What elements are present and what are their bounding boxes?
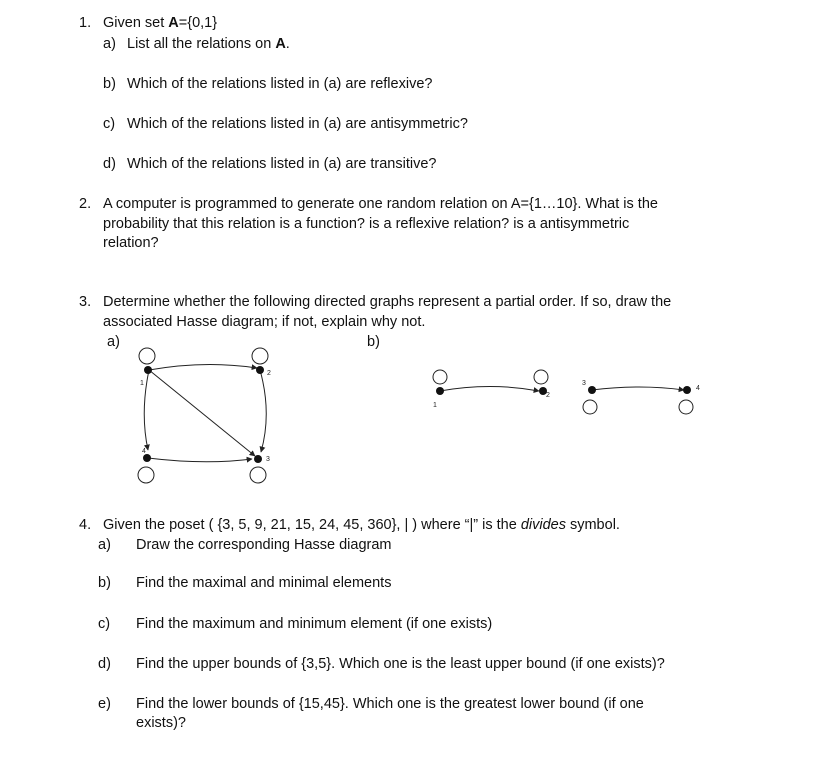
question-1-number: 1. xyxy=(79,15,92,31)
question-4-number: 4. xyxy=(79,517,92,533)
question-1a-label: a) xyxy=(103,36,116,52)
graph-b-label-4: 4 xyxy=(696,385,700,392)
question-1b-label: b) xyxy=(103,76,116,92)
question-4c-label: c) xyxy=(98,616,111,632)
graph-b-edge-1-2 xyxy=(440,387,539,392)
graph-b-label: b) xyxy=(367,334,380,350)
question-2-line: relation? xyxy=(103,235,159,251)
graph-b-label-2: 2 xyxy=(546,392,550,399)
question-3-line: associated Hasse diagram; if not, explain why not. xyxy=(103,314,426,330)
graph-b-label-1: 1 xyxy=(433,402,437,409)
graph-b-loop-3 xyxy=(583,400,597,414)
question-4e-text: Find the lower bounds of {15,45}. Which one is the greatest lower bound (if one xyxy=(136,696,644,712)
question-1-set-name: A xyxy=(168,15,179,31)
graph-a-node-3 xyxy=(254,455,262,463)
graph-a-loop-4 xyxy=(138,467,154,483)
graph-a-label: a) xyxy=(107,334,120,350)
graph-b-node-4 xyxy=(683,386,691,394)
question-3-number: 3. xyxy=(79,294,92,310)
question-1a-suffix: . xyxy=(285,36,290,52)
question-4-stem-suffix: symbol. xyxy=(565,517,620,533)
graph-a-loop-2 xyxy=(252,348,268,364)
question-1-stem-prefix: Given set xyxy=(103,15,169,31)
graph-a-loop-1 xyxy=(139,348,155,364)
question-1d-label: d) xyxy=(103,156,116,172)
question-1c-text: Which of the relations listed in (a) are antisymmetric? xyxy=(127,116,468,132)
question-4-stem xyxy=(103,516,620,535)
graph-b-node-3 xyxy=(588,386,596,394)
graph-a-label-1: 1 xyxy=(140,380,144,387)
question-4d-text: Find the upper bounds of {3,5}. Which one is the least upper bound (if one exists)? xyxy=(136,656,665,672)
graph-b-label-3: 3 xyxy=(582,380,586,387)
graph-a-node-1 xyxy=(144,366,152,374)
question-4c-text: Find the maximum and minimum element (if one exists) xyxy=(136,616,493,632)
graph-a-label-4: 4 xyxy=(142,448,146,455)
question-4b-label: b) xyxy=(98,575,111,591)
question-1c-label: c) xyxy=(103,116,116,132)
graph-b xyxy=(420,360,720,420)
question-1b-text: Which of the relations listed in (a) are reflexive? xyxy=(127,76,433,92)
graph-b-loop-1 xyxy=(433,370,447,384)
question-4e-label: e) xyxy=(98,696,111,712)
question-1d-text: Which of the relations listed in (a) are transitive? xyxy=(127,156,437,172)
graph-a-edge-1-3 xyxy=(149,370,255,456)
question-4-stem-prefix: Given the poset ( {3, 5, 9, 21, 15, 24, 45, 360}, | ) where “|” is the xyxy=(103,517,521,533)
question-1a-text xyxy=(127,35,290,54)
question-2-line: probability that this relation is a function? is a reflexive relation? is a antisymmetric xyxy=(103,216,630,232)
question-4e-text-continued: exists)? xyxy=(136,715,186,731)
question-1-stem xyxy=(103,14,217,33)
question-4a-text: Draw the corresponding Hasse diagram xyxy=(136,537,392,553)
graph-a-edge-4-3 xyxy=(148,458,252,462)
question-4-stem-italic: divides xyxy=(520,517,566,533)
graph-b-edge-3-4 xyxy=(592,387,684,390)
graph-a-node-4 xyxy=(143,454,151,462)
question-2-number: 2. xyxy=(79,196,92,212)
graph-a xyxy=(120,338,290,498)
graph-b-loop-4 xyxy=(679,400,693,414)
question-4d-label: d) xyxy=(98,656,111,672)
question-1a-prefix: List all the relations on xyxy=(127,36,276,52)
graph-a-node-2 xyxy=(256,366,264,374)
graph-a-loop-3 xyxy=(250,467,266,483)
graph-a-edge-1-4 xyxy=(144,370,149,450)
question-4a-label: a) xyxy=(98,537,111,553)
graph-a-edge-1-2 xyxy=(149,364,257,370)
question-1a-bold: A xyxy=(275,36,286,52)
graph-a-label-2: 2 xyxy=(267,370,271,377)
graph-a-edge-2-3 xyxy=(260,370,266,452)
graph-a-label-3: 3 xyxy=(266,456,270,463)
question-3-line: Determine whether the following directed graphs represent a partial order. If so, draw the xyxy=(103,294,672,310)
graph-b-node-1 xyxy=(436,387,444,395)
graph-b-loop-2 xyxy=(534,370,548,384)
question-2-line: A computer is programmed to generate one random relation on A={1…10}. What is the xyxy=(103,196,658,212)
question-1-stem-suffix: ={0,1} xyxy=(178,15,218,31)
question-4b-text: Find the maximal and minimal elements xyxy=(136,575,392,591)
